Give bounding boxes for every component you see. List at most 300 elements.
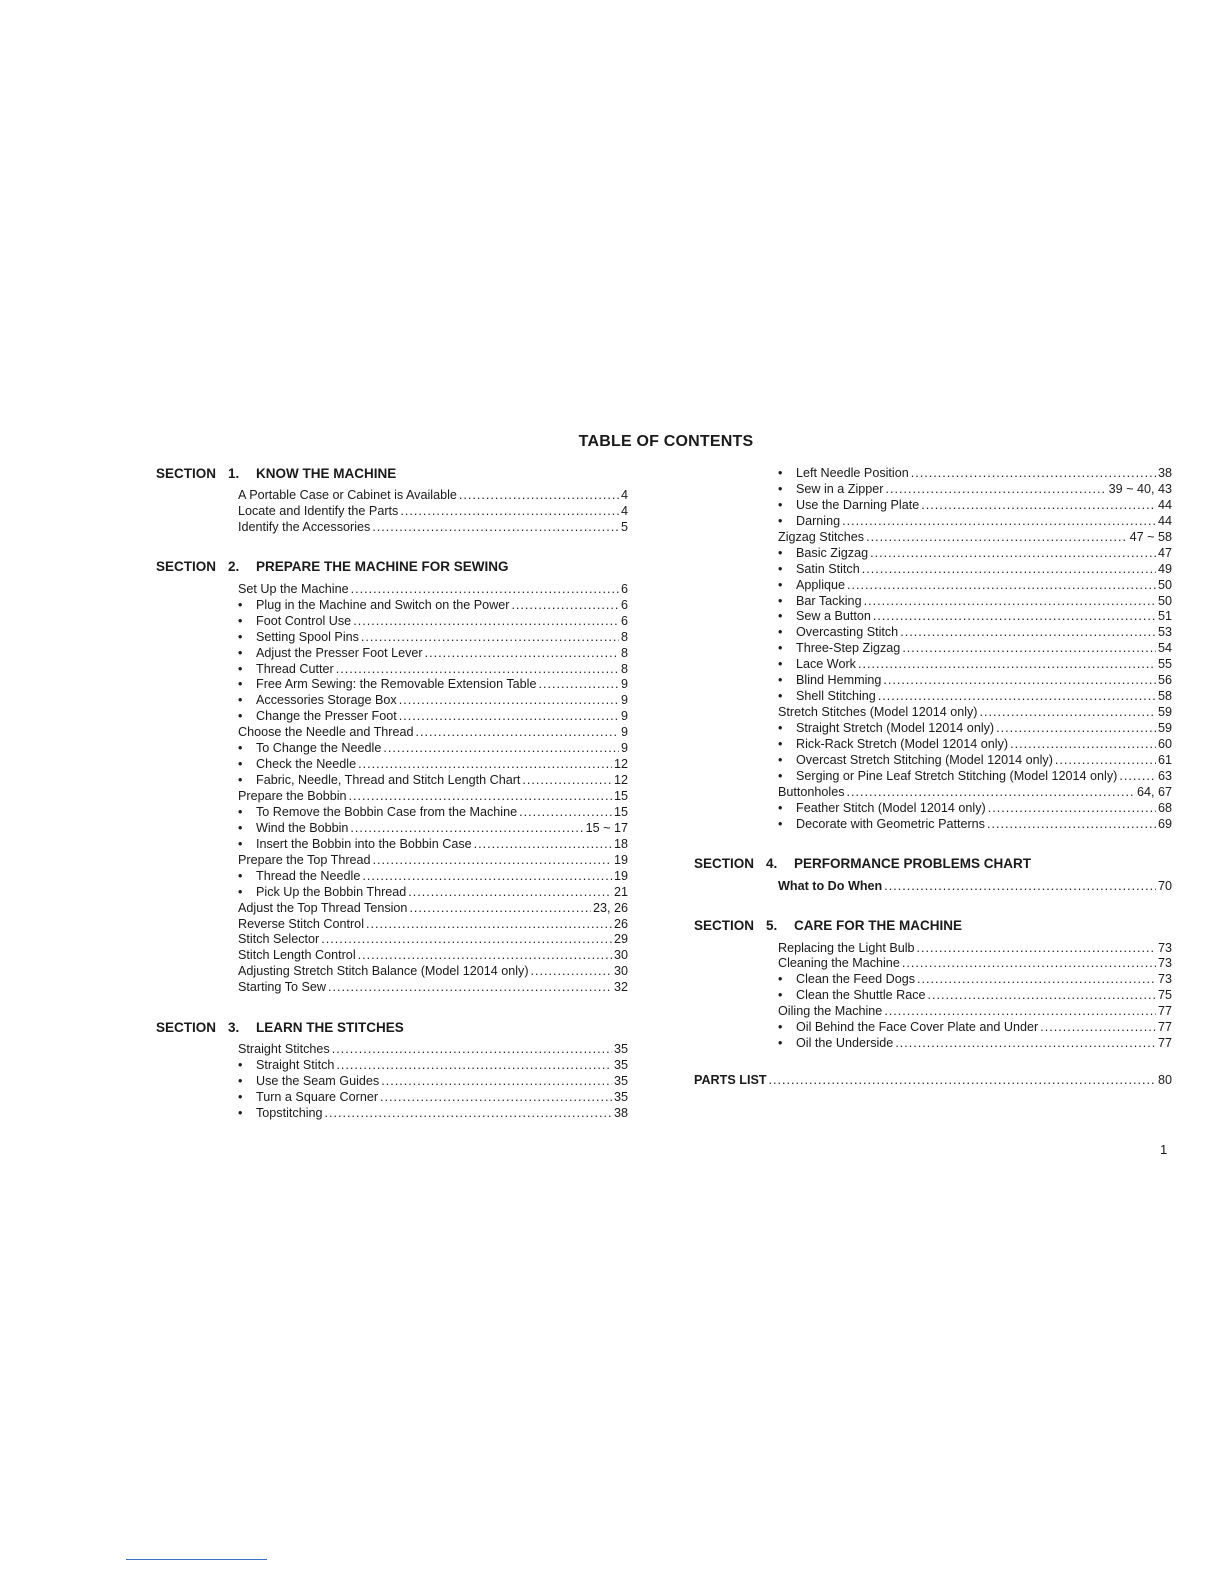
toc-entry[interactable] — [238, 964, 628, 980]
toc-entry[interactable] — [778, 956, 1172, 972]
section-title: PREPARE THE MACHINE FOR SEWING — [256, 559, 509, 575]
toc-entry[interactable] — [778, 562, 1172, 578]
toc-entry[interactable] — [778, 546, 1172, 562]
entry-page: 26 — [613, 916, 628, 931]
entry-page: 29 — [613, 932, 628, 947]
entry-page: 12 — [613, 773, 628, 788]
entry-page: 21 — [613, 884, 628, 899]
entry-page: 19 — [613, 852, 628, 867]
entry-title: • Use the Seam Guides — [238, 1074, 379, 1090]
section-label: SECTION — [694, 918, 755, 933]
entry-title: • Change the Presser Foot — [238, 709, 397, 725]
entry-page: 9 — [620, 693, 628, 708]
toc-entry[interactable] — [238, 504, 628, 520]
leader-dots — [842, 514, 1156, 530]
entry-page: 63 — [1157, 768, 1172, 783]
toc-entry[interactable] — [238, 853, 628, 869]
entry-title: • Wind the Bobbin — [238, 821, 348, 837]
section-number: 4. — [766, 856, 778, 872]
leader-dots — [474, 837, 612, 853]
leader-dots — [988, 801, 1156, 817]
leader-dots — [409, 901, 591, 917]
section-title: KNOW THE MACHINE — [256, 465, 397, 481]
toc-entry[interactable] — [238, 1042, 628, 1058]
entry-page: 15 ~ 17 — [585, 820, 628, 835]
entry-title: Identify the Accessories — [238, 519, 371, 534]
entry-page: 15 — [613, 804, 628, 819]
leader-dots — [332, 1042, 612, 1058]
toc-entry[interactable] — [778, 594, 1172, 610]
entry-title: • Serging or Pine Leaf Stretch Stitching (Model 12014 only) — [778, 769, 1117, 785]
toc-entry[interactable] — [778, 988, 1172, 1004]
toc-entry[interactable] — [778, 705, 1172, 721]
leader-dots — [328, 980, 612, 996]
entry-title: • Feather Stitch (Model 12014 only) — [778, 801, 986, 817]
entry-title: Stitch Selector — [238, 932, 320, 947]
leader-dots — [996, 721, 1156, 737]
section-2 — [156, 556, 628, 996]
entry-title: • To Change the Needle — [238, 741, 381, 757]
entry-title: • Shell Stitching — [778, 689, 876, 705]
leader-dots — [917, 941, 1156, 957]
toc-entry[interactable] — [238, 598, 628, 614]
section-title: LEARN THE STITCHES — [256, 1019, 404, 1035]
entry-page: 8 — [620, 661, 628, 676]
toc-entry[interactable] — [778, 801, 1172, 817]
toc-entry[interactable] — [778, 689, 1172, 705]
toc-entry[interactable] — [238, 1058, 628, 1074]
entry-title: • Clean the Feed Dogs — [778, 972, 915, 988]
entry-title: • Thread Cutter — [238, 662, 334, 678]
toc-entry[interactable] — [778, 753, 1172, 769]
leader-dots — [366, 917, 612, 933]
entry-page: 6 — [620, 581, 628, 596]
leader-dots — [336, 662, 619, 678]
entry-page: 73 — [1157, 956, 1172, 971]
entry-page: 18 — [613, 836, 628, 851]
toc-entry[interactable] — [778, 530, 1172, 546]
entry-page: 60 — [1157, 736, 1172, 751]
footer-rule — [126, 1559, 267, 1560]
leader-dots — [351, 582, 619, 598]
entry-page: 75 — [1157, 988, 1172, 1003]
toc-entry[interactable] — [238, 741, 628, 757]
entry-page: 73 — [1157, 972, 1172, 987]
entry-page: 44 — [1157, 497, 1172, 512]
section-heading[interactable] — [694, 915, 1172, 937]
leader-dots — [336, 1058, 612, 1074]
toc-entry[interactable] — [238, 1106, 628, 1122]
toc-entry[interactable] — [238, 646, 628, 662]
entry-page: 64, 67 — [1136, 784, 1172, 799]
toc-entry[interactable] — [238, 677, 628, 693]
leader-dots — [858, 657, 1156, 673]
entry-page: 69 — [1157, 816, 1172, 831]
entry-list — [156, 1042, 628, 1122]
entry-title: Stretch Stitches (Model 12014 only) — [778, 705, 978, 720]
toc-entry[interactable] — [778, 721, 1172, 737]
leader-dots — [1119, 769, 1156, 785]
entry-page: 4 — [620, 503, 628, 518]
leader-dots — [895, 1036, 1156, 1052]
entry-page: 70 — [1157, 878, 1172, 893]
toc-entry[interactable] — [238, 869, 628, 885]
leader-dots — [522, 773, 612, 789]
toc-entry[interactable] — [238, 980, 628, 996]
toc-entry[interactable] — [238, 488, 628, 504]
section-title: CARE FOR THE MACHINE — [794, 918, 962, 933]
entry-title: • Satin Stitch — [778, 562, 860, 578]
section-label: SECTION — [694, 856, 755, 872]
toc-entry[interactable] — [238, 885, 628, 901]
entry-title: Choose the Needle and Thread — [238, 725, 414, 740]
leader-dots — [883, 673, 1156, 689]
entry-page: 8 — [620, 645, 628, 660]
entry-page: 9 — [620, 741, 628, 756]
toc-entry[interactable] — [238, 520, 628, 536]
section-number: 1. — [228, 465, 240, 481]
section-3-continued — [694, 466, 1172, 833]
leader-dots — [862, 562, 1156, 578]
page-title: TABLE OF CONTENTS — [578, 433, 754, 450]
entry-list — [156, 488, 628, 536]
entry-title: • Decorate with Geometric Patterns — [778, 817, 985, 833]
leader-dots — [511, 598, 619, 614]
entry-title: • Applique — [778, 578, 845, 594]
leader-dots — [886, 482, 1107, 498]
entry-title: • Adjust the Presser Foot Lever — [238, 646, 423, 662]
section-4 — [694, 853, 1172, 895]
leader-dots — [408, 885, 612, 901]
entry-title: • Basic Zigzag — [778, 546, 868, 562]
parts-list-page: 80 — [1157, 1073, 1172, 1088]
entry-title: • Clean the Shuttle Race — [778, 988, 926, 1004]
toc-entry[interactable] — [778, 625, 1172, 641]
leader-dots — [917, 972, 1156, 988]
toc-entry[interactable] — [778, 941, 1172, 957]
leader-dots — [383, 741, 619, 757]
leader-dots — [873, 609, 1156, 625]
entry-title: • Bar Tacking — [778, 594, 862, 610]
entry-page: 19 — [613, 868, 628, 883]
entry-title: • Setting Spool Pins — [238, 630, 359, 646]
leader-dots — [900, 625, 1156, 641]
leader-dots — [928, 988, 1156, 1004]
entry-title: • Topstitching — [238, 1106, 323, 1122]
entry-title: • Foot Control Use — [238, 614, 351, 630]
entry-title: • Straight Stitch — [238, 1058, 334, 1074]
entry-title: Cleaning the Machine — [778, 956, 900, 971]
parts-list-entry[interactable] — [694, 1072, 1172, 1088]
entry-page: 38 — [1157, 466, 1172, 480]
entry-page: 35 — [613, 1042, 628, 1057]
entry-page: 12 — [613, 757, 628, 772]
entry-title: • Oil Behind the Face Cover Plate and Under — [778, 1020, 1038, 1036]
leader-dots — [358, 757, 612, 773]
entry-page: 68 — [1157, 800, 1172, 815]
toc-entry[interactable] — [238, 901, 628, 917]
toc-entry[interactable] — [238, 709, 628, 725]
entry-page: 30 — [613, 948, 628, 963]
toc-entry[interactable] — [778, 578, 1172, 594]
entry-page: 50 — [1157, 593, 1172, 608]
leader-dots — [921, 498, 1156, 514]
entry-page: 6 — [620, 613, 628, 628]
entry-title: Stitch Length Control — [238, 948, 356, 963]
section-3 — [156, 1016, 628, 1122]
entry-page: 35 — [613, 1090, 628, 1104]
leader-dots — [987, 817, 1156, 833]
toc-entry[interactable] — [778, 817, 1172, 833]
toc-entry[interactable] — [778, 673, 1172, 689]
entry-title: Set Up the Machine — [238, 581, 349, 596]
page-number: 1 — [1160, 1142, 1168, 1157]
entry-title: • Rick-Rack Stretch (Model 12014 only) — [778, 737, 1008, 753]
entry-title: Buttonholes — [778, 784, 845, 799]
entry-title: • Lace Work — [778, 657, 856, 673]
leader-dots — [769, 1072, 1156, 1088]
leader-dots — [372, 520, 619, 536]
leader-dots — [902, 956, 1156, 972]
entry-page: 38 — [613, 1105, 628, 1120]
leader-dots — [425, 646, 619, 662]
leader-dots — [349, 789, 612, 805]
entry-title: • Insert the Bobbin into the Bobbin Case — [238, 837, 472, 853]
entry-page: 61 — [1157, 752, 1172, 767]
entry-title: Zigzag Stitches — [778, 529, 865, 544]
leader-dots — [381, 1074, 612, 1090]
entry-title: Prepare the Bobbin — [238, 789, 347, 803]
toc-entry[interactable] — [238, 630, 628, 646]
entry-page: 9 — [620, 725, 628, 740]
leader-dots — [380, 1090, 612, 1106]
entry-title: • Fabric, Needle, Thread and Stitch Length Chart — [238, 773, 520, 789]
leader-dots — [400, 504, 619, 520]
entry-page: 35 — [613, 1058, 628, 1073]
toc-entry[interactable] — [238, 725, 628, 741]
toc-entry[interactable] — [238, 662, 628, 678]
toc-entry[interactable] — [238, 805, 628, 821]
toc-left-column — [156, 462, 628, 1122]
entry-title: • Three-Step Zigzag — [778, 641, 900, 657]
entry-title: • Plug in the Machine and Switch on the Power — [238, 598, 509, 614]
toc-entry[interactable] — [778, 879, 1172, 895]
entry-page: 35 — [613, 1074, 628, 1089]
entry-title: • Sew a Button — [778, 609, 871, 625]
section-label: SECTION — [156, 559, 217, 575]
toc-entry[interactable] — [238, 582, 628, 598]
entry-page: 15 — [613, 789, 628, 803]
entry-page: 51 — [1157, 609, 1172, 624]
entry-page: 77 — [1157, 1004, 1172, 1019]
entry-page: 59 — [1157, 721, 1172, 735]
toc-entry[interactable] — [778, 514, 1172, 530]
entry-title: • Straight Stretch (Model 12014 only) — [778, 721, 994, 737]
entry-title: Adjusting Stretch Stitch Balance (Model 12014 only) — [238, 964, 529, 979]
entry-title: • Blind Hemming — [778, 673, 881, 689]
section-label: SECTION — [156, 465, 217, 481]
entry-page: 6 — [620, 597, 628, 612]
entry-title: Starting To Sew — [238, 980, 326, 995]
entry-title: • Accessories Storage Box — [238, 693, 397, 709]
entry-page: 73 — [1157, 940, 1172, 955]
entry-title: • To Remove the Bobbin Case from the Machine — [238, 805, 517, 821]
toc-entry[interactable] — [238, 614, 628, 630]
toc-entry[interactable] — [778, 972, 1172, 988]
entry-page: 32 — [613, 980, 628, 995]
entry-list — [694, 879, 1172, 895]
toc-entry[interactable] — [778, 498, 1172, 514]
parts-list-label: PARTS LIST — [694, 1073, 767, 1088]
section-title: PERFORMANCE PROBLEMS CHART — [794, 856, 1032, 872]
entry-page: 54 — [1157, 641, 1172, 656]
entry-title: • Darning — [778, 514, 840, 530]
entry-page: 77 — [1157, 1020, 1172, 1035]
leader-dots — [864, 594, 1156, 610]
leader-dots — [399, 709, 619, 725]
entry-page: 44 — [1157, 513, 1172, 528]
entry-title: Straight Stitches — [238, 1042, 330, 1057]
leader-dots — [531, 964, 612, 980]
section-heading[interactable] — [694, 853, 1172, 875]
leader-dots — [866, 530, 1128, 546]
leader-dots — [847, 578, 1156, 594]
entry-title: What to Do When — [778, 878, 883, 893]
leader-dots — [847, 785, 1135, 801]
entry-title: • Pick Up the Bobbin Thread — [238, 885, 406, 901]
entry-title: • Free Arm Sewing: the Removable Extension Table — [238, 677, 536, 693]
toc-entry[interactable] — [238, 693, 628, 709]
entry-title: • Oil the Underside — [778, 1036, 893, 1052]
leader-dots — [911, 466, 1156, 482]
leader-dots — [878, 689, 1156, 705]
entry-list — [694, 941, 1172, 1053]
leader-dots — [362, 869, 612, 885]
entry-page: 49 — [1157, 561, 1172, 576]
leader-dots — [884, 1004, 1156, 1020]
toc-entry[interactable] — [238, 821, 628, 837]
entry-title: • Overcast Stretch Stitching (Model 12014 only) — [778, 753, 1053, 769]
leader-dots — [358, 948, 612, 964]
section-number: 5. — [766, 918, 778, 933]
toc-entry[interactable] — [778, 1020, 1172, 1036]
entry-page: 47 ~ 58 — [1129, 529, 1172, 544]
leader-dots — [1010, 737, 1156, 753]
entry-page: 4 — [620, 488, 628, 502]
entry-page: 77 — [1157, 1036, 1172, 1051]
toc-entry[interactable] — [238, 773, 628, 789]
entry-page: 9 — [620, 677, 628, 692]
section-number: 3. — [228, 1019, 240, 1035]
entry-page: 30 — [613, 964, 628, 979]
leader-dots — [416, 725, 619, 741]
section-heading[interactable] — [156, 462, 628, 484]
leader-dots — [519, 805, 612, 821]
entry-page: 39 ~ 40, 43 — [1108, 481, 1172, 496]
toc-entry[interactable] — [238, 917, 628, 933]
leader-dots — [399, 693, 619, 709]
entry-page: 8 — [620, 629, 628, 644]
entry-title: Prepare the Top Thread — [238, 852, 371, 867]
section-5 — [694, 915, 1172, 1053]
toc-entry[interactable] — [238, 757, 628, 773]
leader-dots — [350, 821, 583, 837]
entry-title: • Overcasting Stitch — [778, 625, 898, 641]
leader-dots — [884, 879, 1156, 895]
toc-entry[interactable] — [778, 641, 1172, 657]
leader-dots — [538, 677, 619, 693]
entry-title: Oiling the Machine — [778, 1004, 883, 1019]
toc-entry[interactable] — [238, 1074, 628, 1090]
entry-title: A Portable Case or Cabinet is Available — [238, 488, 457, 502]
section-number: 2. — [228, 559, 240, 575]
leader-dots — [980, 705, 1156, 721]
leader-dots — [1040, 1020, 1156, 1036]
leader-dots — [870, 546, 1156, 562]
toc-entry[interactable] — [778, 785, 1172, 801]
entry-page: 50 — [1157, 577, 1172, 592]
leader-dots — [373, 853, 612, 869]
toc-entry[interactable] — [238, 948, 628, 964]
entry-title: • Use the Darning Plate — [778, 498, 919, 514]
toc-entry[interactable] — [778, 769, 1172, 785]
section-1 — [156, 462, 628, 536]
entry-page: 23, 26 — [592, 900, 628, 915]
entry-page: 59 — [1157, 705, 1172, 720]
entry-title: • Check the Needle — [238, 757, 356, 773]
entry-page: 55 — [1157, 657, 1172, 672]
leader-dots — [459, 488, 619, 504]
section-label: SECTION — [156, 1019, 217, 1035]
toc-entry[interactable] — [778, 1036, 1172, 1052]
entry-title: • Turn a Square Corner — [238, 1090, 378, 1106]
section-heading[interactable] — [156, 1016, 628, 1038]
toc-entry[interactable] — [778, 657, 1172, 673]
toc-entry[interactable] — [778, 737, 1172, 753]
toc-entry[interactable] — [778, 482, 1172, 498]
leader-dots — [325, 1106, 612, 1122]
toc-entry[interactable] — [238, 837, 628, 853]
toc-entry[interactable] — [238, 789, 628, 805]
entry-page: 58 — [1157, 689, 1172, 704]
entry-title: Replacing the Light Bulb — [778, 940, 915, 955]
toc-right-column — [694, 466, 1172, 1088]
entry-title: Reverse Stitch Control — [238, 916, 364, 931]
leader-dots — [902, 641, 1156, 657]
entry-title: • Left Needle Position — [778, 466, 909, 482]
entry-title: • Sew in a Zipper — [778, 482, 884, 498]
leader-dots — [1055, 753, 1156, 769]
entry-page: 9 — [620, 709, 628, 724]
entry-title: Locate and Identify the Parts — [238, 503, 399, 518]
entry-page: 5 — [620, 519, 628, 534]
leader-dots — [361, 630, 619, 646]
section-heading[interactable] — [156, 556, 628, 578]
toc-entry[interactable] — [238, 1090, 628, 1106]
leader-dots — [353, 614, 619, 630]
toc-entry[interactable] — [778, 1004, 1172, 1020]
entry-page: 47 — [1157, 545, 1172, 560]
toc-entry[interactable] — [778, 609, 1172, 625]
toc-entry[interactable] — [778, 466, 1172, 482]
leader-dots — [321, 932, 612, 948]
entry-title: • Thread the Needle — [238, 869, 360, 885]
entry-list — [156, 582, 628, 996]
entry-title: Adjust the Top Thread Tension — [238, 900, 408, 915]
entry-page: 53 — [1157, 625, 1172, 640]
entry-page: 56 — [1157, 673, 1172, 688]
toc-entry[interactable] — [238, 932, 628, 948]
